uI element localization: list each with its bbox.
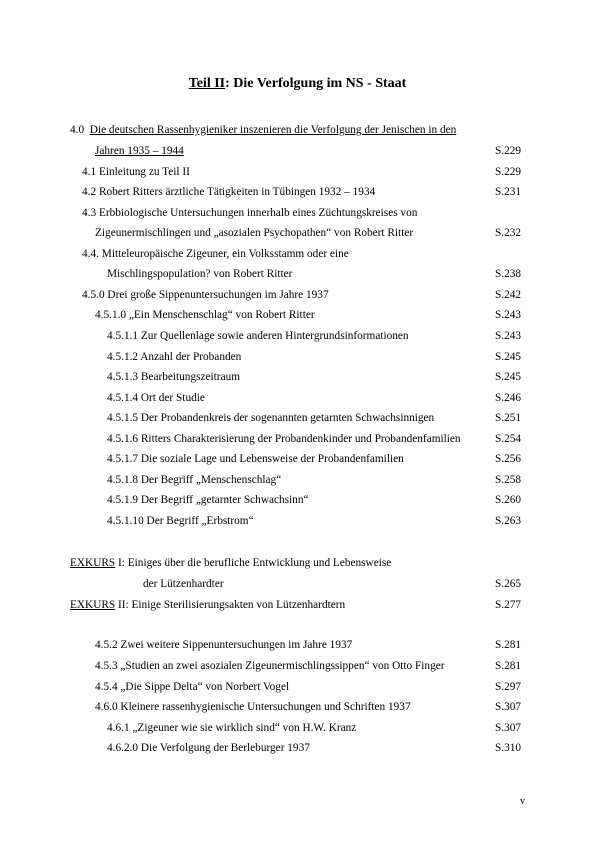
toc-entry-title: 4.5.1.6 Ritters Charakterisierung der Probandenkinder und Probandenfamilien (107, 433, 461, 445)
toc-entry-number: 4.0 (70, 124, 85, 136)
toc-entry-page: S.242 (495, 289, 522, 301)
toc-entry-title: 4.5.1.7 Die soziale Lage und Lebensweise der Probandenfamilien (107, 453, 404, 465)
toc-entry-title: 4.5.1.2 Anzahl der Probanden (107, 351, 242, 363)
toc-entry-page: S.281 (495, 660, 522, 672)
toc-entry-title: 4.5.4 „Die Sippe Delta“ von Norbert Vogel (95, 681, 290, 693)
toc-entry-page: S.231 (495, 186, 522, 198)
toc-entry-title: Jahren 1935 – 1944 (95, 145, 184, 157)
toc-entry-title: 4.4. Mitteleuropäische Zigeuner, ein Volksstamm oder eine (82, 248, 349, 260)
toc-entry-title: Zigeunermischlingen und „asozialen Psychopathen“ von Robert Ritter (95, 227, 414, 239)
toc-entry-title: 4.5.1.9 Der Begriff „getarnter Schwachsinn“ (107, 494, 309, 506)
toc-entry-page: S.238 (495, 268, 522, 280)
excursus-label: EXKURS (70, 599, 116, 611)
toc-entry-page: S.258 (495, 474, 522, 486)
toc-entry-page: S.229 (495, 166, 522, 178)
toc-entry-title: 4.5.1.4 Ort der Studie (107, 392, 205, 404)
toc-entry-title: 4.5.1.8 Der Begriff „Menschenschlag“ (107, 474, 282, 486)
title-part: Teil II (188, 76, 226, 91)
toc-entry-page: S.307 (495, 701, 522, 713)
toc-entry-title: 4.1 Einleitung zu Teil II (82, 166, 190, 178)
toc-entry-title: 4.5.1.10 Der Begriff „Erbstrom“ (107, 515, 254, 527)
toc-entry-page: S.245 (495, 351, 522, 363)
toc-entry-page: S.256 (495, 453, 522, 465)
toc-entry-title: 4.5.3 „Studien an zwei asozialen Zigeunermischlingssippen“ von Otto Finger (95, 660, 445, 672)
toc-entry-title: 4.6.2.0 Die Verfolgung der Berleburger 1937 (107, 742, 310, 754)
toc-entry-page: S.307 (495, 722, 522, 734)
toc-entry-page: S.263 (495, 515, 522, 527)
toc-entry-page: S.243 (495, 330, 522, 342)
toc-entry-page: S.254 (495, 433, 522, 445)
toc-entry-page: S.265 (495, 578, 522, 590)
toc-entry-title: 4.5.1.1 Zur Quellenlage sowie anderen Hintergrundsinformationen (107, 330, 409, 342)
toc-entry-page: S.251 (495, 412, 522, 424)
toc-entry-title: 4.5.1.5 Der Probandenkreis der sogenannten getarnten Schwachsinnigen (107, 412, 435, 424)
toc-entry-page: S.277 (495, 599, 522, 611)
toc-entry-page: S.245 (495, 371, 522, 383)
toc-entry-title: 4.5.1.0 „Ein Menschenschlag“ von Robert Ritter (95, 309, 315, 321)
toc-entry-title: 4.5.1.3 Bearbeitungszeitraum (107, 371, 241, 383)
toc-entry-title: I: Einiges über die berufliche Entwicklung und Lebensweise (115, 557, 392, 569)
toc-entry-title: der Lützenhardter (143, 578, 224, 590)
toc-entry-page: S.232 (495, 227, 522, 239)
toc-entry-title: 4.6.1 „Zigeuner wie sie wirklich sind“ von H.W. Kranz (107, 722, 357, 734)
page-number: v (520, 796, 525, 807)
toc-entry-title: II: Einige Sterilisierungsakten von Lützenhardtern (115, 599, 346, 611)
toc-entry-page: S.246 (495, 392, 522, 404)
toc-entry-title: Mischlingspopulation? von Robert Ritter (107, 268, 293, 280)
toc-entry-page: S.229 (495, 145, 522, 157)
toc-entry-page: S.310 (495, 742, 522, 754)
toc-entry-title: Die deutschen Rassenhygieniker inszenieren die Verfolgung der Jenischen in den (89, 124, 457, 136)
toc-entry-title: 4.2 Robert Ritters ärztliche Tätigkeiten in Tübingen 1932 – 1934 (82, 186, 376, 198)
toc-entry-title: 4.3 Erbbiologische Untersuchungen innerhalb eines Züchtungskreises von (82, 207, 418, 219)
toc-entry-page: S.260 (495, 494, 522, 506)
title-rest: : Die Verfolgung im NS - Staat (225, 76, 407, 91)
toc-entry-title: 4.5.2 Zwei weitere Sippenuntersuchungen im Jahre 1937 (95, 639, 353, 651)
toc-entry-page: S.243 (495, 309, 522, 321)
toc-entry-title: 4.5.0 Drei große Sippenuntersuchungen im Jahre 1937 (82, 289, 329, 301)
toc-entry-page: S.281 (495, 639, 522, 651)
excursus-label: EXKURS (70, 557, 116, 569)
toc-entry-page: S.297 (495, 681, 522, 693)
toc-entry-title: 4.6.0 Kleinere rassenhygienische Untersuchungen und Schriften 1937 (95, 701, 411, 713)
